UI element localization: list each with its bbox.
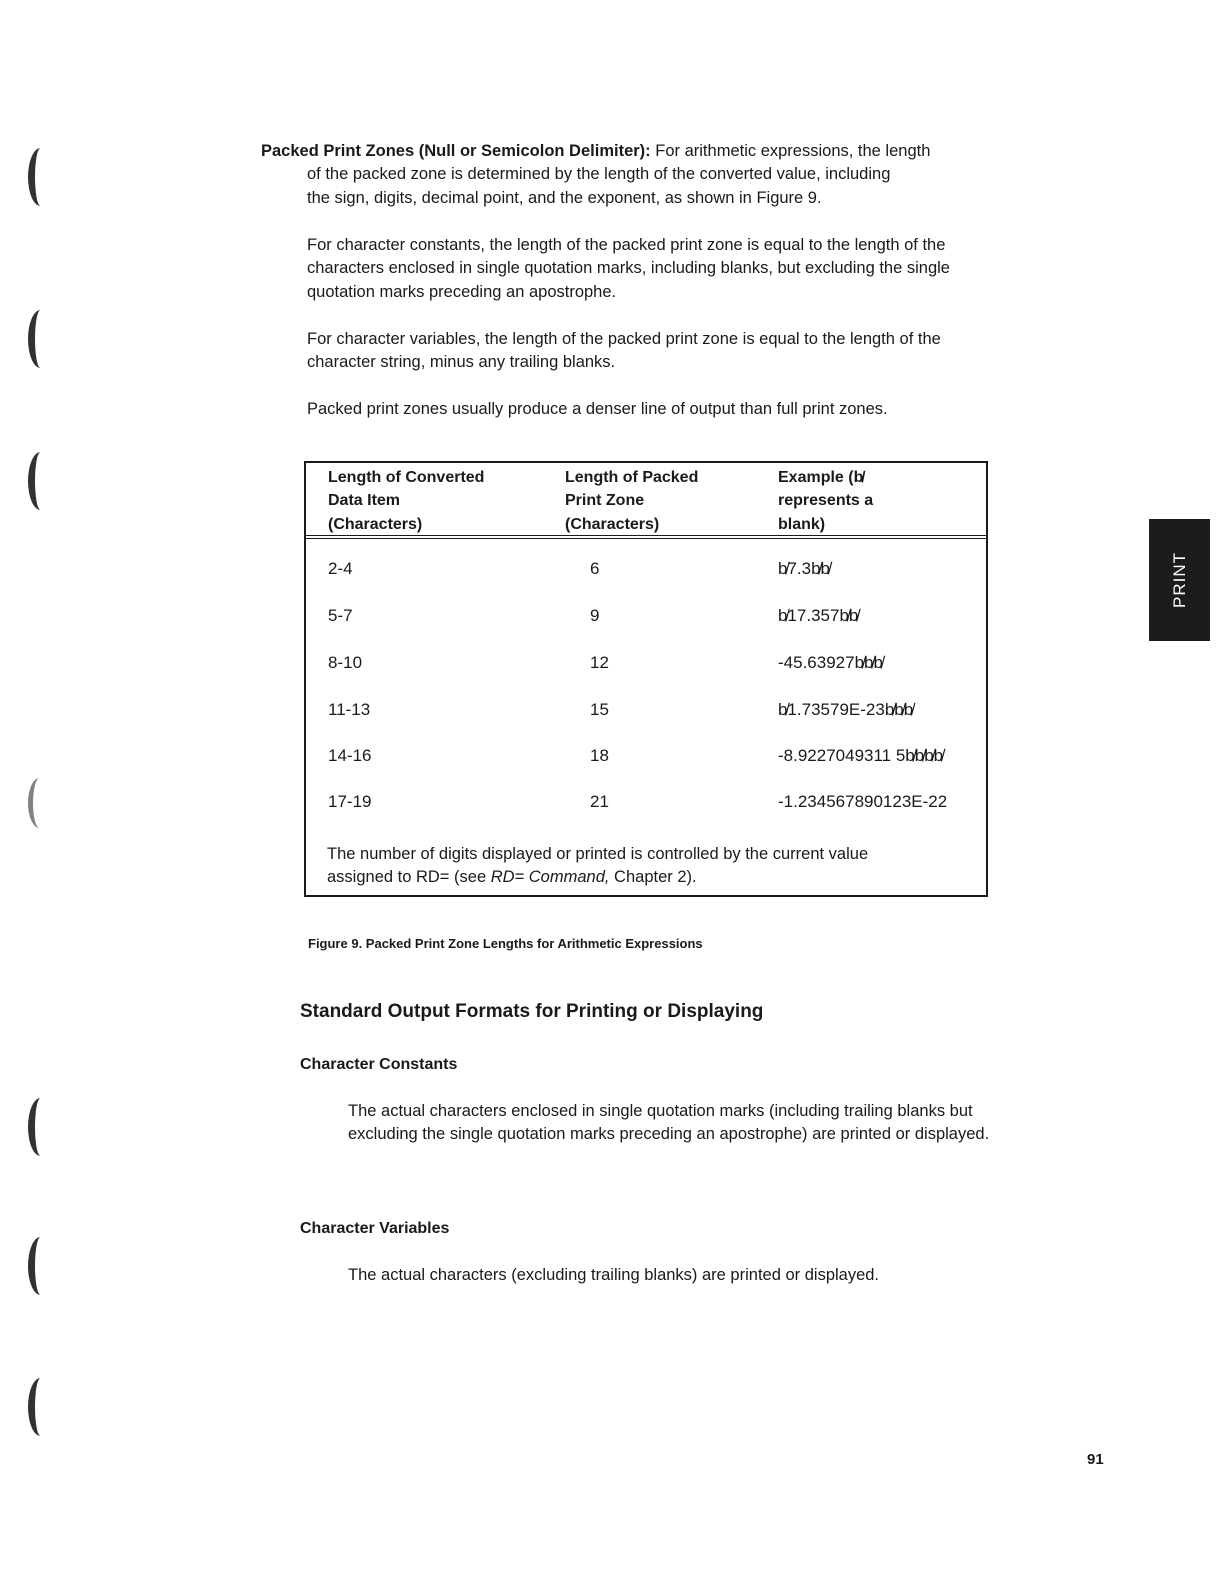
intro-line: of the packed zone is determined by the length of the converted value, including bbox=[307, 165, 891, 184]
binder-mark bbox=[28, 1098, 53, 1156]
table-row: 14-16 18 -8.9227049311 5b̸b̸b̸b̸ bbox=[328, 746, 944, 765]
chapter-tab-label: PRINT bbox=[1169, 552, 1189, 608]
character-variables-text: The actual characters (excluding trailing blanks) are printed or displayed. bbox=[348, 1266, 880, 1284]
figure-caption: Figure 9. Packed Print Zone Lengths for Arithmetic Expressions bbox=[308, 936, 703, 951]
figure-9-table bbox=[304, 461, 988, 897]
header-converted-length: Length of Converted Data Item (Characters) bbox=[328, 469, 485, 533]
binder-mark bbox=[28, 148, 53, 206]
binder-mark bbox=[28, 778, 51, 828]
table-row: 11-13 15 b̸1.73579E-23b̸b̸b̸ bbox=[328, 700, 914, 719]
binder-mark bbox=[28, 1378, 53, 1436]
binder-mark bbox=[28, 452, 53, 510]
page-number: 91 bbox=[1087, 1451, 1104, 1468]
intro-text: For arithmetic expressions, the length bbox=[655, 142, 931, 160]
paragraph-constants: For character constants, the length of the packed print zone is equal to the length of the characters enclosed in single quotation marks, including blanks, but excluding the single quotation marks preceding an apostrophe. bbox=[307, 236, 950, 301]
table-row: 5-7 9 b̸17.357b̸b̸ bbox=[328, 606, 859, 625]
table-row: 2-4 6 b̸7.3b̸b̸ bbox=[328, 559, 830, 578]
section-title: Standard Output Formats for Printing or Displaying bbox=[300, 1001, 764, 1022]
header-example: Example (b̸ represents a blank) bbox=[778, 469, 874, 533]
paragraph-variables: For character variables, the length of the packed print zone is equal to the length of the character string, minus any trailing blanks. bbox=[307, 330, 941, 372]
table-footnote: The number of digits displayed or printed is controlled by the current value assigned to RD= (see RD= Command, Chapter 2). bbox=[327, 845, 869, 887]
table-row: 17-19 21 -1.234567890123E-22 bbox=[328, 792, 948, 811]
intro-heading: Packed Print Zones (Null or Semicolon Delimiter): bbox=[261, 142, 651, 160]
subheading-character-variables: Character Variables bbox=[300, 1220, 450, 1237]
character-constants-text: The actual characters enclosed in single quotation marks (including trailing blanks but excluding the single quotation marks preceding an apostrophe) are printed or displayed. bbox=[348, 1102, 990, 1144]
intro-line: the sign, digits, decimal point, and the exponent, as shown in Figure 9. bbox=[307, 188, 822, 207]
intro-paragraph bbox=[261, 140, 1001, 210]
table-header bbox=[306, 463, 986, 539]
table-row: 8-10 12 -45.63927b̸b̸b̸ bbox=[328, 653, 883, 672]
paragraph-denser: Packed print zones usually produce a denser line of output than full print zones. bbox=[307, 400, 888, 418]
header-packed-length: Length of Packed Print Zone (Characters) bbox=[565, 469, 699, 533]
binder-mark bbox=[28, 310, 53, 368]
rd-command-reference: RD= Command, bbox=[490, 868, 610, 887]
binder-mark bbox=[28, 1237, 53, 1295]
subheading-character-constants: Character Constants bbox=[300, 1056, 458, 1073]
chapter-tab bbox=[1149, 519, 1210, 641]
